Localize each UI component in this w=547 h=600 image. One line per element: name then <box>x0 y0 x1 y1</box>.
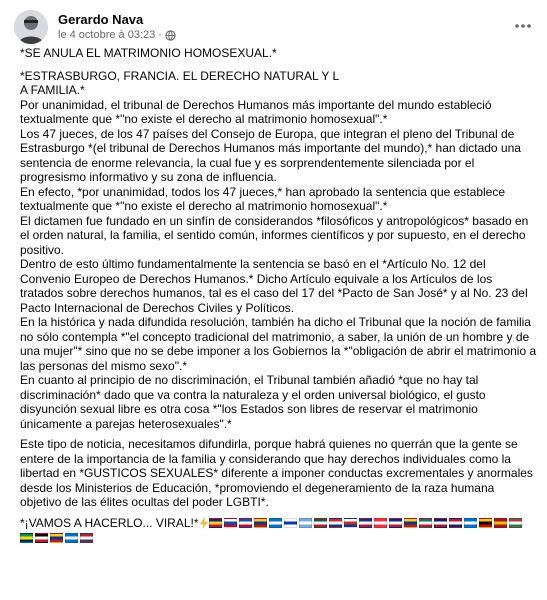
post-paragraph: Por unanimidad, el tribunal de Derechos Humanos más importante del mundo estableció textualmente que *"no existe el derecho al matrimonio homosexual".* <box>20 97 492 126</box>
post-timestamp[interactable]: le 4 octobre à 03:23 <box>58 29 156 41</box>
flag-emoji-icon <box>344 518 357 528</box>
flag-emoji-icon <box>404 518 417 528</box>
post-paragraph: Este tipo de noticia, necesitamos difundirla, porque habrá quienes no querrán que la gente se entere de la importancia de la familia y considerando que hay derechos individuales como la libertad en *GUSTICOS SEXUALES* diferente a imponer conductas excrementales y anormales desde los Ministerios de Educación, *promoviendo el degeneramiento de la raza humana objetivo de las élites ocultas del poder LGBTI*. <box>20 437 533 509</box>
avatar[interactable] <box>14 10 48 44</box>
flag-emoji-icon <box>419 518 432 528</box>
flag-emoji-icon <box>269 518 282 528</box>
flag-emoji-icon <box>389 518 402 528</box>
lightning-icon <box>199 517 209 529</box>
globe-icon <box>165 30 176 41</box>
flag-emoji-icon <box>239 518 252 528</box>
flag-emoji-icon <box>329 518 342 528</box>
flag-emoji-icon <box>284 518 297 528</box>
flag-emoji-icon <box>464 518 477 528</box>
flag-emoji-icon <box>254 518 267 528</box>
post-paragraph: *ESTRASBURGO, FRANCIA. EL DERECHO NATURAL Y L <box>20 68 340 83</box>
post-paragraph: El dictamen fue fundado en un sinfín de considerandos *filosóficos y antropológicos* basado en el orden natural, la familia, el sentido común, informes científicos y por supuesto, en el derecho positivo. <box>20 213 529 257</box>
post-paragraph: Los 47 jueces, de los 47 países del Consejo de Europa, que integran el pleno del Tribunal de Estrasburgo *(el tribunal de Derechos Humanos más importante del mundo),* han dictado una sentencia de enorme relevancia, la cual fue y es sorprendentemente silenciada por el progresismo informativo y su zona de influencia. <box>20 126 521 184</box>
post-paragraph: En cuanto al principio de no discriminación, el Tribunal también añadió *que no hay tal discriminación* dado que va contra la naturaleza y el orden universal biológico, el gusto disyunción sexual libre es otra cosa *"los Estados son libres de reservar el matrimonio únicamente a parejas heterosexuales".* <box>20 373 486 431</box>
flag-emoji-icon <box>359 518 372 528</box>
flag-emoji-icon <box>494 518 507 528</box>
post-paragraph: En la histórica y nada difundida resolución, también ha dicho el Tribunal que la noción de familia no sólo contempla *"el concepto tradicional del matrimonio, a saber, la unión de un hombre y de una mujer"* sino que no se debe imponer a los Gobiernos la *"obligación de abrir el matrimonio a las personas del mismo sexo".* <box>20 315 537 373</box>
post-paragraph: En efecto, *por unanimidad, todos los 47 jueces,* han aprobado la sentencia que establece textualmente que *"no existe el derecho al matrimonio homosexual".* <box>20 184 506 213</box>
avatar-photo <box>14 10 48 44</box>
flag-emoji-icon <box>50 533 63 543</box>
post-paragraph: Dentro de esto último fundamentalmente la sentencia se basó en el *Artículo No. 12 del Convenio Europeo de Derechos Humanos.* Dicho Artículo equivale a los Artículos de los tratados sobre derechos humanos, tal es el caso del 17 del *Pacto de San José* y al No. 23 del Pacto Internacional de Derechos Civiles y Políticos. <box>20 257 528 315</box>
flag-emoji-icon <box>80 533 93 543</box>
post-body <box>20 46 538 545</box>
flag-emoji-icon <box>299 518 312 528</box>
flag-emoji-icon <box>35 533 48 543</box>
flag-emoji-icon <box>224 518 237 528</box>
post-meta <box>58 29 176 41</box>
flag-emoji-icon <box>374 518 387 528</box>
author-name[interactable]: Gerardo Nava <box>58 12 144 27</box>
post-paragraph: A FAMILIA.* <box>20 83 85 97</box>
flag-emoji-icon <box>209 518 222 528</box>
flag-emoji-icon <box>65 533 78 543</box>
meta-separator: · <box>158 29 162 41</box>
post-paragraph: *SE ANULA EL MATRIMONIO HOMOSEXUAL.* <box>20 46 277 60</box>
flag-emoji-icon <box>20 533 33 543</box>
post-call-to-action <box>20 516 538 545</box>
flag-emoji-icon <box>449 518 462 528</box>
flag-emoji-icon <box>314 518 327 528</box>
flag-emoji-icon <box>434 518 447 528</box>
call-to-action-text: *¡VAMOS A HACERLO... VIRAL!* <box>20 515 199 530</box>
flag-emoji-icon <box>479 518 492 528</box>
flag-emoji-icon <box>509 518 522 528</box>
more-options-button[interactable] <box>511 14 535 38</box>
more-options-icon <box>515 24 531 28</box>
post-header <box>14 10 539 44</box>
